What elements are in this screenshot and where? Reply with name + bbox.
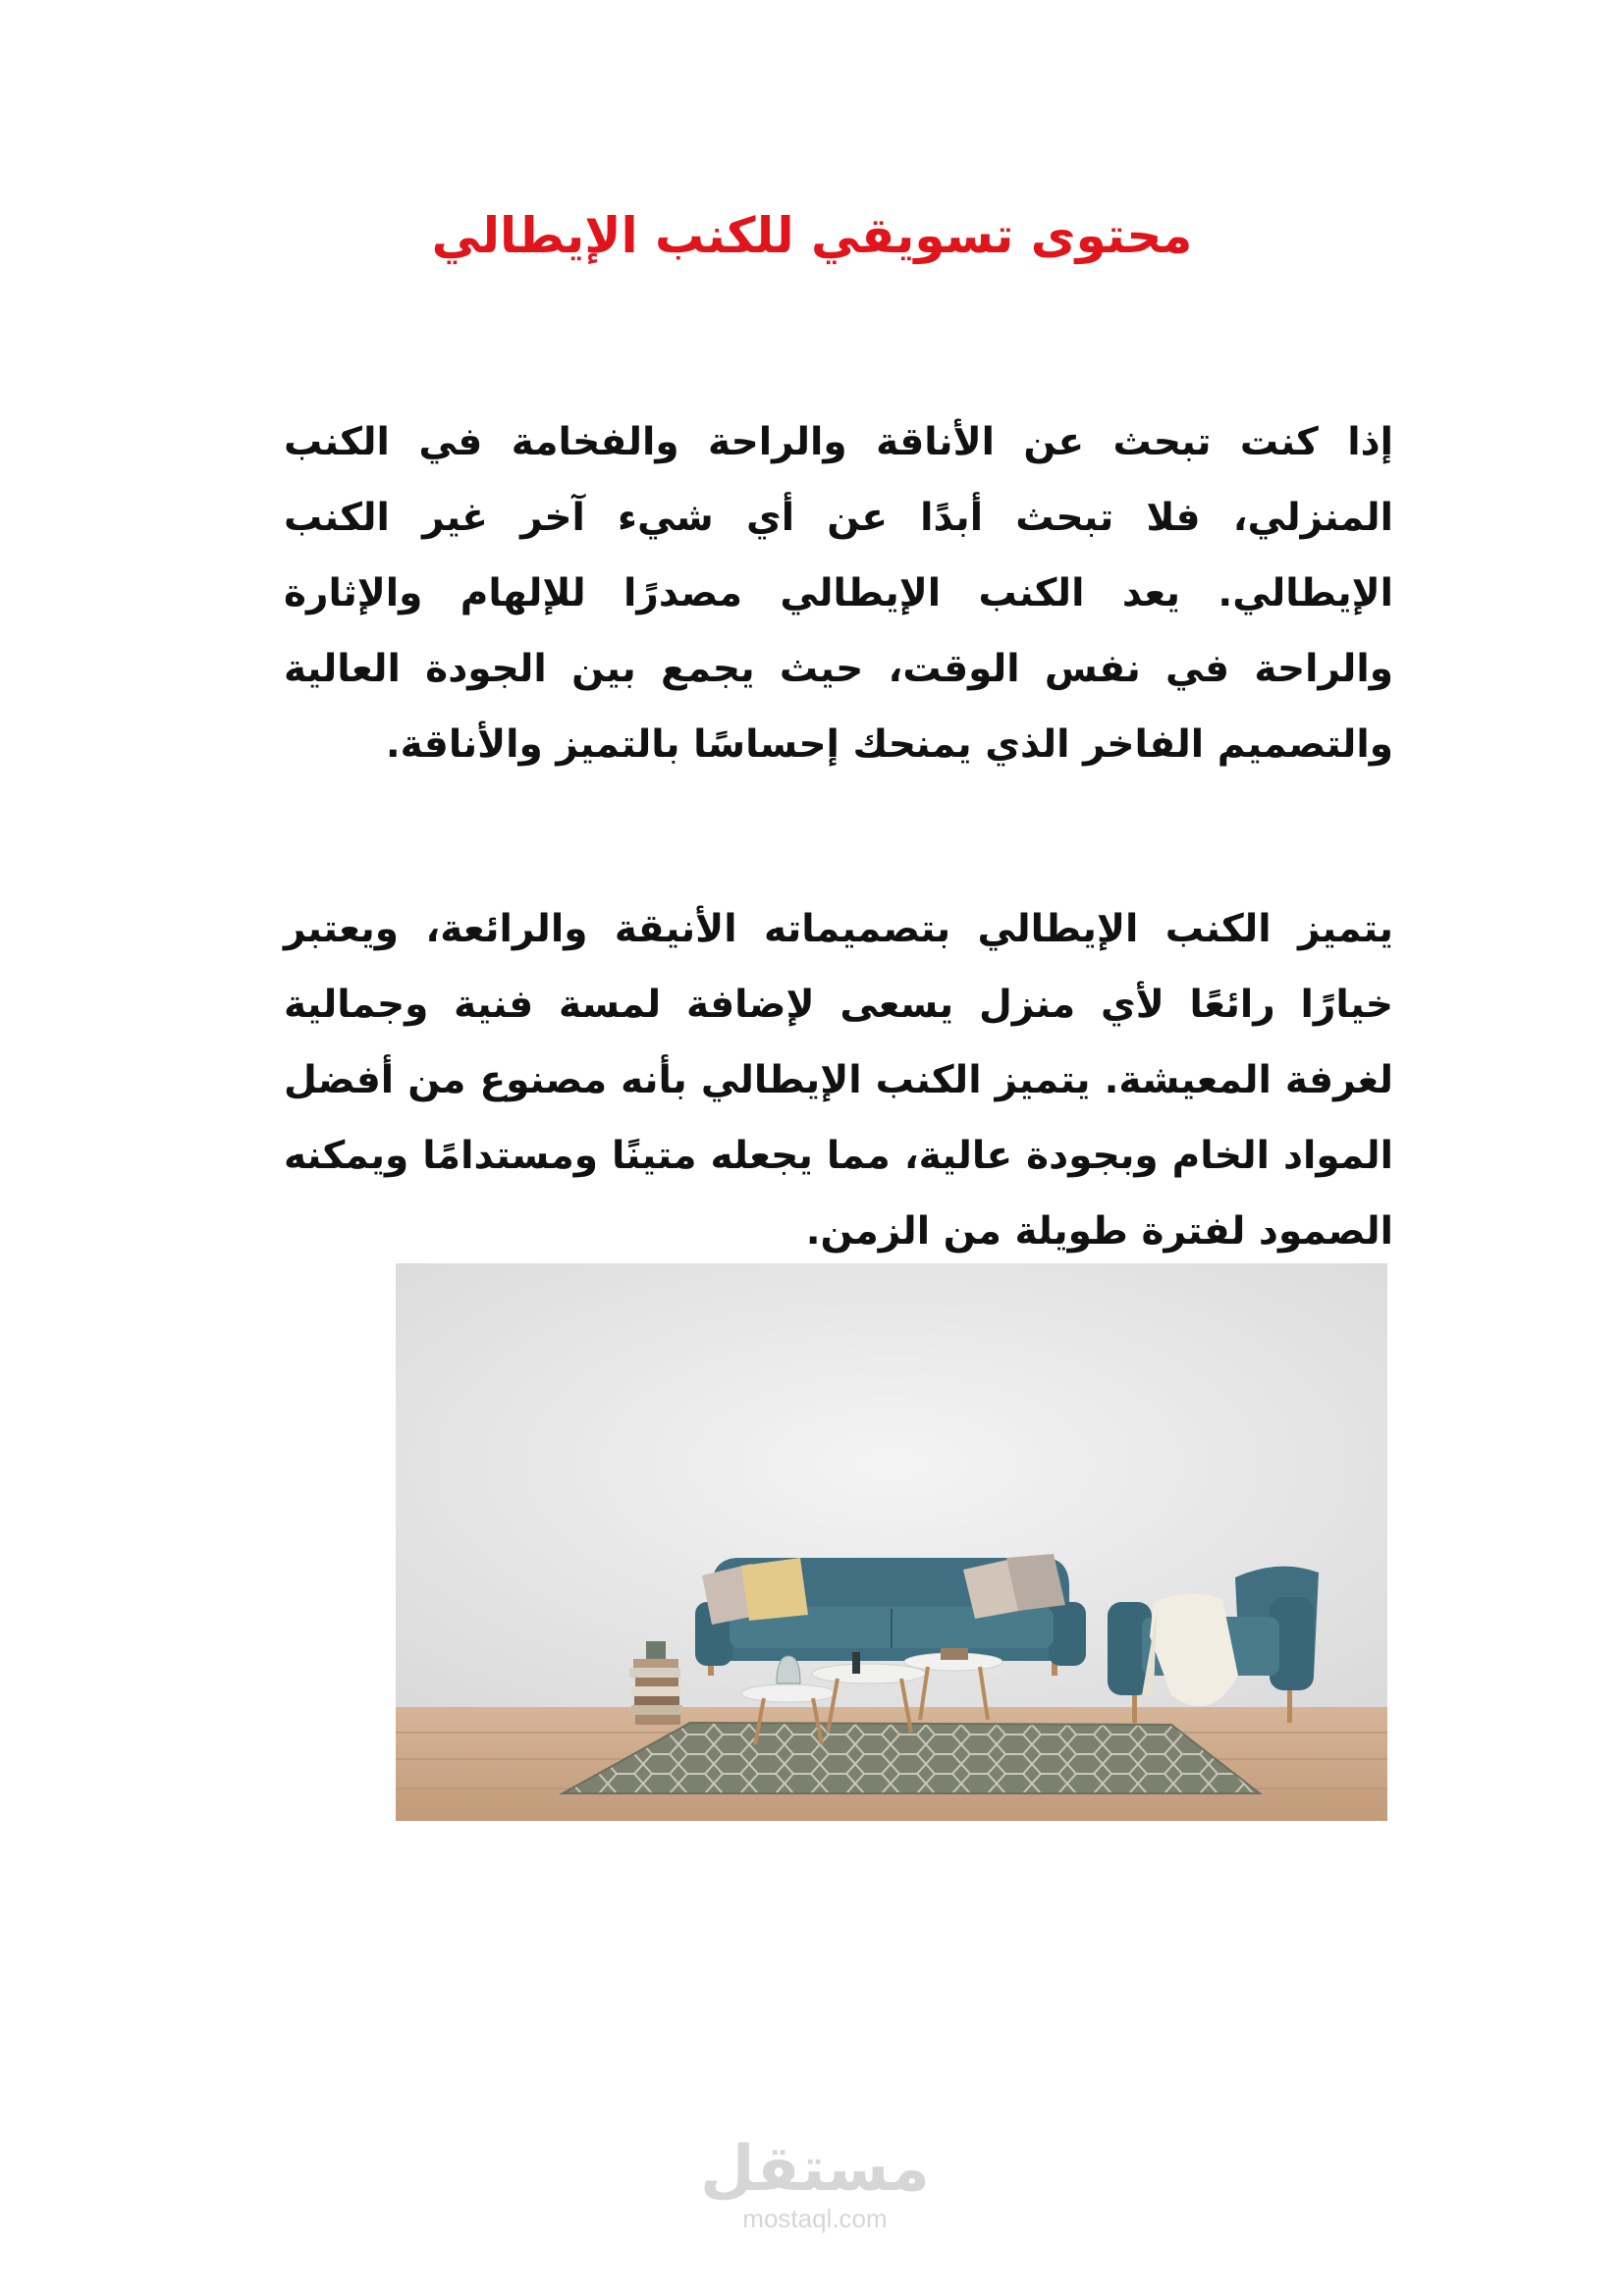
page-title: محتوى تسويقي للكنب الإيطالي: [431, 207, 1193, 264]
mostaql-logo: مستقل: [699, 2133, 931, 2206]
mostaql-url: mostaql.com: [742, 2204, 888, 2233]
paragraph-intro: إذا كنت تبحث عن الأناقة والراحة والفخامة في الكنب المنزلي، فلا تبحث أبدًا عن أي شيء آخر غير الكنب الإيطالي. يعد الكنب الإيطالي مصدرًا للإلهام والإثارة والراحة في نفس الوقت، حيث يجمع بين الجودة العالية والتصميم الفاخر الذي يمنحك إحساسًا بالتميز والأناقة.: [284, 420, 1393, 767]
sofa-photo: [396, 1263, 1387, 1821]
paragraph-features: يتميز الكنب الإيطالي بتصميماته الأنيقة والرائعة، ويعتبر خيارًا رائعًا لأي منزل يسعى لإضافة لمسة فنية وجمالية لغرفة المعيشة. يتميز الكنب الإيطالي بأنه مصنوع من أفضل المواد الخام وبجودة عالية، مما يجعله متينًا ومستدامًا ويمكنه الصمود لفترة طويلة من الزمن.: [284, 907, 1393, 1254]
mostaql-watermark: [697, 2135, 933, 2233]
